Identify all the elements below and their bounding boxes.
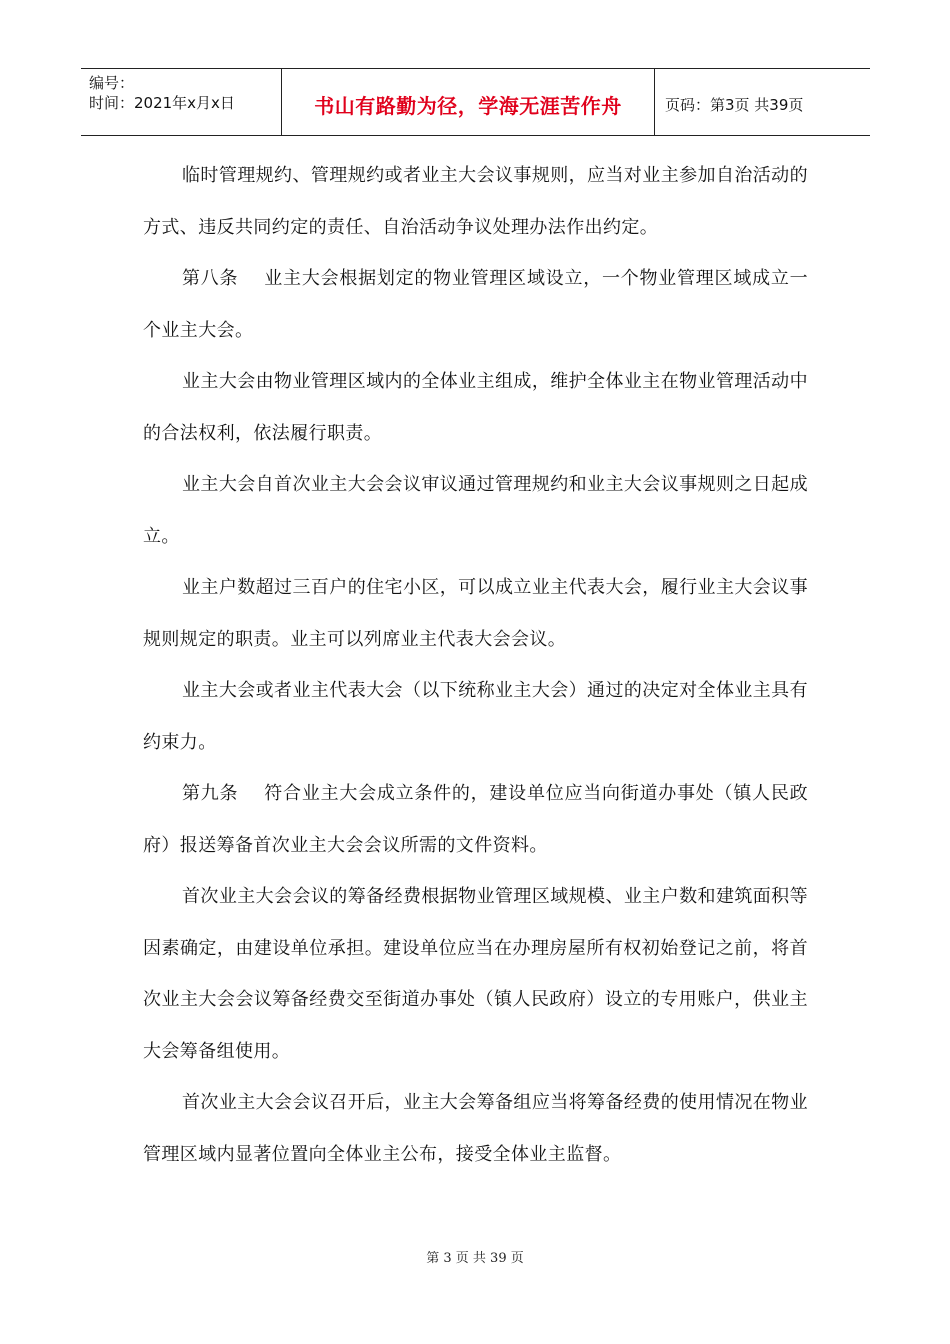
paragraph-text: 业主户数超过三百户的住宅小区，可以成立业主代表大会，履行业主大会议事规则规定的职责。业主可以列席业主代表大会会议。: [143, 577, 808, 650]
paragraph-text: 首次业主大会会议召开后，业主大会筹备组应当将筹备经费的使用情况在物业管理区域内显著位置向全体业主公布，接受全体业主监督。: [143, 1092, 808, 1165]
paragraph-text: 业主大会或者业主代表大会（以下统称业主大会）通过的决定对全体业主具有约束力。: [143, 680, 808, 753]
motto: 书山有路勤为径，学海无涯苦作舟: [314, 93, 622, 118]
paragraph-text: 业主大会根据划定的物业管理区域设立，一个物业管理区域成立一个业主大会。: [143, 268, 808, 341]
paragraph: [143, 768, 808, 871]
header-page-cell: [655, 69, 870, 135]
time-label: 时间：2021年x月x日: [89, 94, 235, 112]
paragraph-text: 业主大会自首次业主大会会议审议通过管理规约和业主大会议事规则之日起成立。: [143, 474, 808, 547]
paragraph-text: 临时管理规约、管理规约或者业主大会议事规则，应当对业主参加自治活动的方式、违反共同约定的责任、自治活动争议处理办法作出约定。: [143, 165, 808, 238]
paragraph: [143, 665, 808, 768]
article-number: 第八条: [182, 268, 239, 289]
header-meta-cell: [81, 69, 282, 135]
paragraph-text: 首次业主大会会议的筹备经费根据物业管理区域规模、业主户数和建筑面积等因素确定，由建设单位承担。建设单位应当在办理房屋所有权初始登记之前，将首次业主大会会议筹备经费交至街道办事处（镇人民政府）设立的专用账户，供业主大会筹备组使用。: [143, 886, 808, 1062]
header-table: [81, 68, 870, 136]
paragraph: [143, 356, 808, 459]
article-number: 第九条: [182, 783, 239, 804]
paragraph: [143, 1077, 808, 1180]
page-footer: 第 3 页 共 39 页: [426, 1251, 524, 1266]
header-motto-cell: [282, 69, 655, 135]
paragraph: [143, 150, 808, 253]
paragraph: [143, 562, 808, 665]
page-info: 页码：第3页 共39页: [665, 95, 804, 114]
number-label: 编号：: [89, 74, 135, 92]
paragraph: [143, 459, 808, 562]
paragraph: [143, 871, 808, 1077]
paragraph-text: 符合业主大会成立条件的，建设单位应当向街道办事处（镇人民政府）报送筹备首次业主大会会议所需的文件资料。: [143, 783, 808, 856]
document-body: [143, 150, 808, 1180]
paragraph-text: 业主大会由物业管理区域内的全体业主组成，维护全体业主在物业管理活动中的合法权利，依法履行职责。: [143, 371, 808, 444]
paragraph: [143, 253, 808, 356]
